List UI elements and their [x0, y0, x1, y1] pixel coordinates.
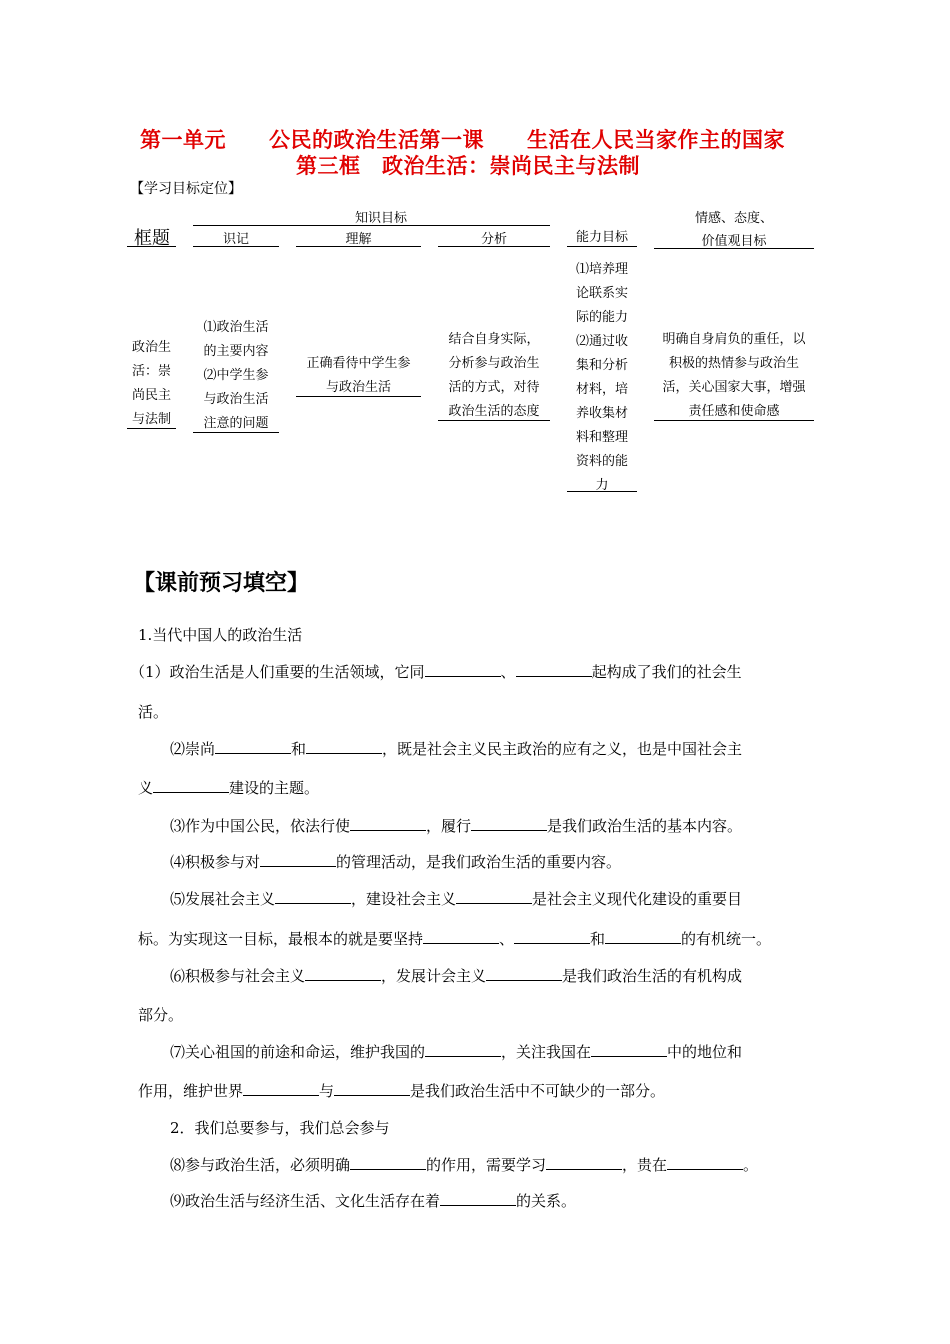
preview-heading: 【课前预习填空】 [133, 571, 310, 596]
blank[interactable] [275, 889, 351, 904]
question-3: ⑶作为中国公民，依法行使 ，履行 是我们政治生活的基本内容。 [170, 817, 743, 835]
blank[interactable] [260, 852, 336, 867]
col-analyze-header: 分析 [480, 232, 507, 247]
blank[interactable] [425, 1042, 501, 1057]
understand-underline [296, 246, 421, 247]
row-emotion-cell: 明确自身肩负的重任，以 积极的热情参与政治生 活，关心国家大事，增强 责任感和使命感 [662, 332, 806, 419]
blank[interactable] [423, 929, 499, 944]
title-line-2: 第三框 政治生活：崇尚民主与法制 [296, 153, 640, 178]
question-7-line-2: 作用，维护世界 与 是我们政治生活中不可缺少的一部分。 [138, 1082, 666, 1100]
row-frame-cell: 政治生 活：崇 尚民主 与法制 [131, 340, 171, 427]
section-label: 【学习目标定位】 [130, 181, 242, 197]
blank[interactable] [306, 739, 382, 754]
row-ability-underline [567, 491, 637, 492]
ability-underline [567, 246, 637, 247]
col-emotion-header-2: 价值观目标 [701, 234, 767, 249]
row-understand-cell: 正确看待中学生参 与政治生活 [306, 356, 411, 395]
question-5-line-2: 标。为实现这一目标，最根本的就是要坚持 、 和 的有机统一。 [138, 930, 772, 948]
col-understand-header: 理解 [345, 232, 372, 247]
title-line-1: 第一单元 公民的政治生活第一课 生活在人民当家作主的国家 [140, 127, 785, 152]
col-emotion-header-1: 情感、态度、 [694, 211, 773, 226]
blank[interactable] [486, 966, 562, 981]
blank[interactable] [305, 966, 381, 981]
blank[interactable] [516, 662, 592, 677]
blank[interactable] [471, 816, 547, 831]
blank[interactable] [153, 778, 229, 793]
row-understand-underline [296, 396, 421, 397]
knowledge-underline [193, 225, 550, 226]
blank[interactable] [546, 1155, 622, 1170]
col-knowledge-header: 知识目标 [355, 211, 408, 226]
row-analyze-cell: 结合自身实际， 分析参与政治生 活的方式，对待 政治生活的态度 [448, 332, 540, 419]
row-recall-cell: ⑴政治生活 的主要内容 ⑵中学生参 与政治生活 注意的问题 [203, 320, 269, 431]
question-6-line-1: ⑹积极参与社会主义 ，发展计会主义 是我们政治生活的有机构成 [170, 967, 743, 985]
blank[interactable] [514, 929, 590, 944]
question-2-line-1: ⑵崇尚 和 ，既是社会主义民主政治的应有之义，也是中国社会主 [170, 740, 743, 758]
blank[interactable] [667, 1155, 743, 1170]
row-recall-underline [193, 432, 279, 433]
col-recall-header: 识记 [222, 232, 249, 247]
row-emotion-underline [654, 420, 814, 421]
row-frame-underline [127, 428, 176, 429]
question-4: ⑷积极参与对 的管理活动，是我们政治生活的重要内容。 [170, 853, 622, 871]
subheading-2: 2．我们总要参与，我们总会参与 [170, 1119, 390, 1137]
row-ability-cell: ⑴培养理 论联系实 际的能力 ⑵通过收 集和分析 材料，培 养收集材 料和整理 资料的能 力 [575, 262, 628, 493]
blank[interactable] [425, 662, 501, 677]
question-6-line-2: 部分。 [138, 1006, 184, 1024]
blank[interactable] [350, 1155, 426, 1170]
question-1-line-1: （1）政治生活是人们重要的生活领域，它同 、 起构成了我们的社会生 [130, 663, 742, 681]
analyze-underline [438, 246, 550, 247]
col-frame-header: 框题 [134, 228, 170, 249]
subheading-1: 1.当代中国人的政治生活 [138, 626, 303, 644]
blank[interactable] [243, 1081, 319, 1096]
question-5-line-1: ⑸发展社会主义 ，建设社会主义 是社会主义现代化建设的重要目 [170, 890, 743, 908]
question-8: ⑻参与政治生活，必须明确 的作用，需要学习 ，贵在 。 [170, 1156, 759, 1174]
question-9: ⑼政治生活与经济生活、文化生活存在着 的关系。 [170, 1192, 577, 1210]
blank[interactable] [334, 1081, 410, 1096]
blank[interactable] [456, 889, 532, 904]
blank[interactable] [440, 1191, 516, 1206]
question-1-line-2: 活。 [138, 703, 169, 721]
col-frame-underline [127, 246, 176, 247]
emotion-underline [654, 248, 814, 249]
question-7-line-1: ⑺关心祖国的前途和命运，维护我国的 ，关注我国在 中的地位和 [170, 1043, 743, 1061]
blank[interactable] [215, 739, 291, 754]
recall-underline [193, 246, 279, 247]
blank[interactable] [605, 929, 681, 944]
col-ability-header: 能力目标 [575, 230, 628, 245]
blank[interactable] [591, 1042, 667, 1057]
blank[interactable] [350, 816, 426, 831]
row-analyze-underline [438, 420, 550, 421]
question-2-line-2: 义 建设的主题。 [138, 779, 320, 797]
